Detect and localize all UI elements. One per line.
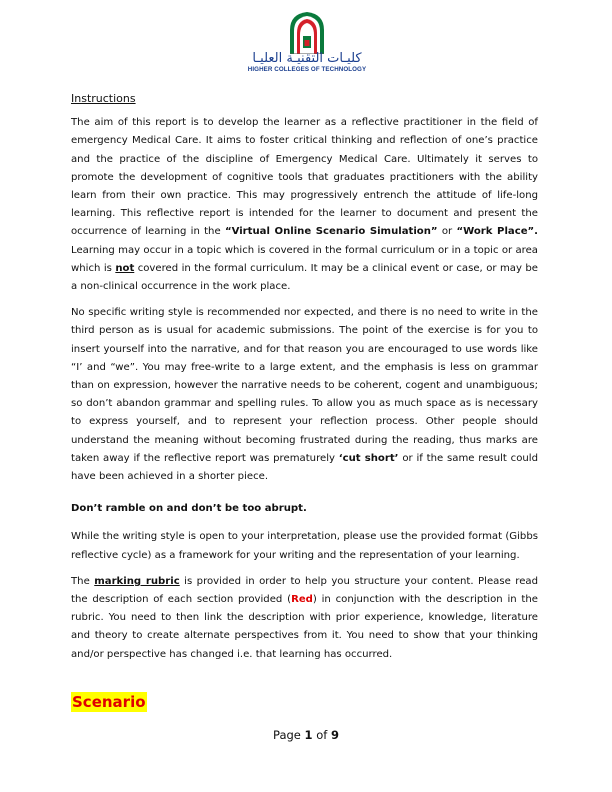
marking-rubric-text: marking rubric [94,575,180,587]
logo-arabic-text: كليـات التقنيـة العليـا [252,51,362,66]
paragraph-writing-style: No specific writing style is recommended nor expected, and there is no need to write in the third person as is usual for academic submissions. The point of the exercise is for you to insert yourself into the narrative, and for that reason you are encouraged to use words like “I’ and “we”. You may free-write to a large extent, and the emphasis is less on grammar than on expression, however the narrative needs to be coherent, cogent and unambiguous; so don’t abandon grammar and spelling rules. To allow you as much space as is necessary to express yourself, and to represent your reflection process. Other people should understand the meaning without becoming frustrated during the reading, thus marks are taken away if the reflective report was prematurely ‘cut short’ or if the same result could have been achieved in a shorter piece. [71,307,538,483]
paragraph-rubric: The marking rubric is provided in order to help you structure your content. Please read the description of each section provided (Red) in conjunction with the description in the rubric. You need to then link the description with prior experience, knowledge, literature and theory to create alternate perspectives from it. You need to show that your thinking and/or perspective has changed i.e. that learning has occurred. [71,575,538,660]
paragraph-aim: The aim of this report is to develop the learner as a reflective practitioner in the field of emergency Medical Care. It aims to foster critical thinking and reflection of one’s practice and the practice of the discipline of Emergency Medical Care. Ultimately it serves to promote the development of cognitive tools that graduates practitioners with the ability learn from their own practice. This may progressively entrench the attitude of life-long learning. This reflective report is intended for the learner to document and present the occurrence of learning in the “Virtual Online Scenario Simulation” or “Work Place”. Learning may occur in a topic which is covered in the formal curriculum or in a topic or area which is not covered in the formal curriculum. It may be a clinical event or case, or may be a non-clinical occurrence in the work place. [71,117,539,293]
red-label: Red [291,594,313,606]
ramble-warning: Don’t ramble on and don’t be too abrupt. [71,503,307,515]
instructions-section [71,90,538,664]
instructions-heading: Instructions [71,92,136,105]
page-footer: Page 1 of 9 [273,728,339,742]
paragraph-format: While the writing style is open to your interpretation, please use the provided format (Gibbs reflective cycle) as a framework for your writing and the representation of your learning. [71,531,538,561]
scenario-heading: Scenario [72,693,146,711]
hct-logo [242,10,372,76]
hct-emblem-icon [242,10,372,54]
logo-english-text: HIGHER COLLEGES OF TECHNOLOGY [247,66,367,73]
